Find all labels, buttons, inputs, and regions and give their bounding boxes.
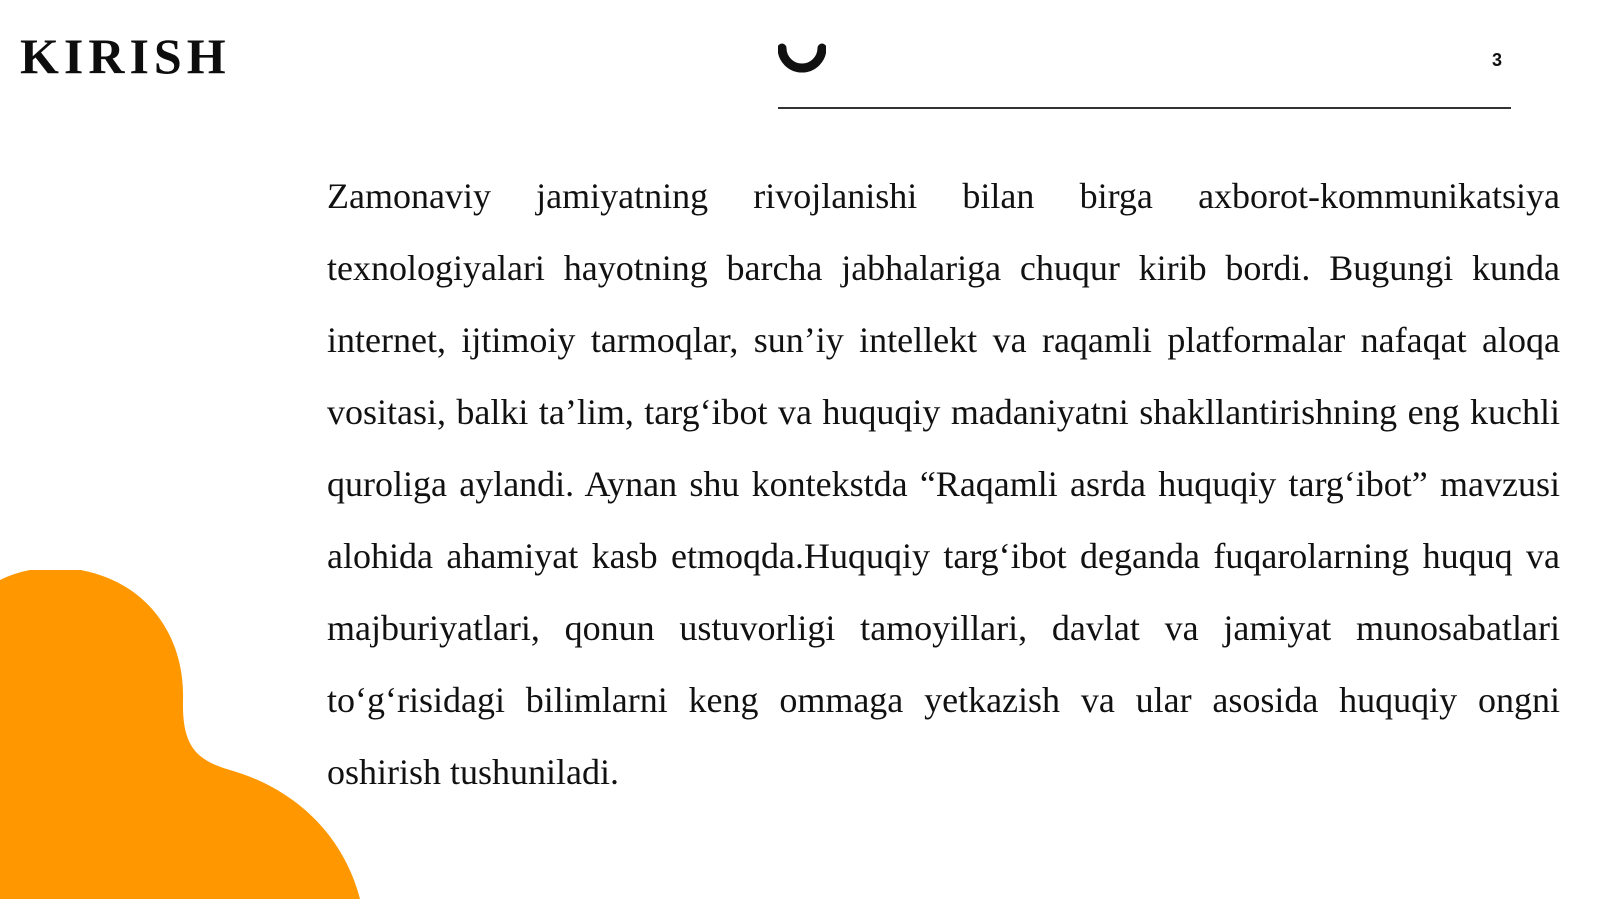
header-divider [778,107,1511,109]
arc-icon [778,40,826,74]
blob-shape [0,570,360,899]
body-paragraph: Zamonaviy jamiyatning rivojlanishi bilan birga axborot-kommunikatsiya texnologiyalari hayotning barcha jabhalariga chuqur kirib bordi. Bugungi kunda internet, ijtimoiy tarmoqlar, sun’iy intellekt va raqamli platformalar nafaqat aloqa vositasi, balki ta’lim, targ‘ibot va huquqiy madaniyatni shakllantirishning eng kuchli quroliga aylandi. Aynan shu kontekstda “Raqamli asrda huquqiy targ‘ibot” mavzusi alohida ahamiyat kasb etmoqda.Huquqiy targ‘ibot deganda fuqarolarning huquq va majburiyatlari, qonun ustuvorligi tamoyillari, davlat va jamiyat munosabatlari to‘g‘risidagi bilimlarni keng ommaga yetkazish va ular asosida huquqiy ongni oshirish tushuniladi. [327,176,1560,792]
page-number: 3 [1492,50,1503,70]
slide-title: KIRISH [20,28,231,84]
